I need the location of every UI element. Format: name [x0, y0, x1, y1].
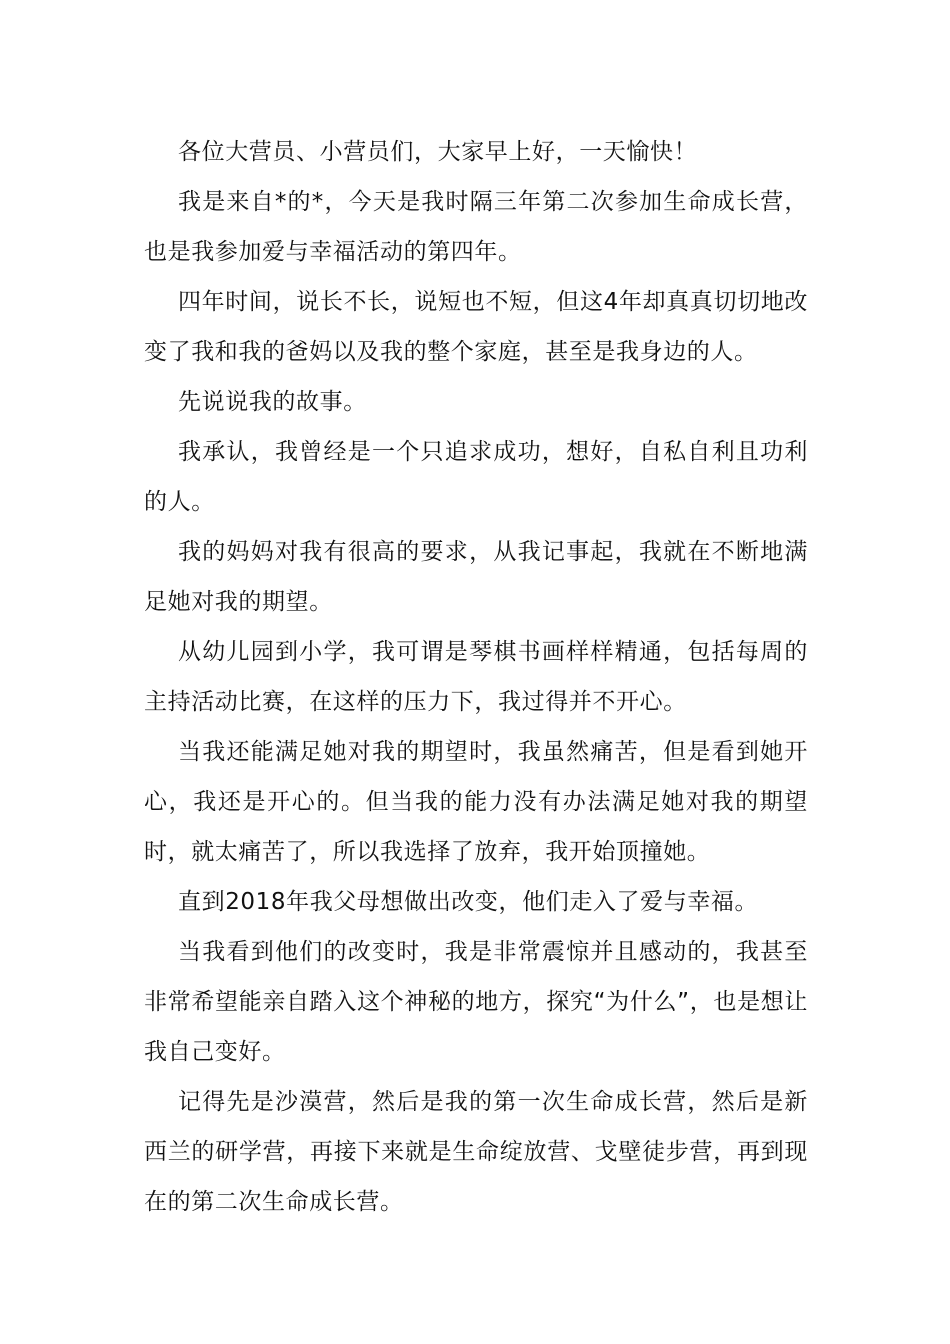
paragraph-greeting: 各位大营员、小营员们，大家早上好，一天愉快！ — [178, 139, 698, 165]
paragraph-four-years: 四年时间，说长不长，说短也不短，但这4年却真真切切地改变了我和我的爸妈以及我的整个家庭，甚至是我身边的人。 — [144, 289, 808, 365]
paragraph-2018: 直到2018年我父母想做出改变，他们走入了爱与幸福。 — [178, 889, 759, 915]
paragraph-camps: 记得先是沙漠营，然后是我的第一次生命成长营，然后是新西兰的研学营，再接下来就是生命绽放营、戈壁徒步营，再到现在的第二次生命成长营。 — [144, 1089, 808, 1215]
paragraph-my-story: 先说说我的故事。 — [178, 389, 367, 415]
paragraph-admission: 我承认，我曾经是一个只追求成功，想好，自私自利且功利的人。 — [144, 439, 808, 515]
document-body — [144, 127, 808, 1227]
paragraph-giving-up: 当我还能满足她对我的期望时，我虽然痛苦，但是看到她开心，我还是开心的。但当我的能力没有办法满足她对我的期望时，就太痛苦了，所以我选择了放弃，我开始顶撞她。 — [144, 739, 808, 865]
paragraph-mother-expectations: 我的妈妈对我有很高的要求，从我记事起，我就在不断地满足她对我的期望。 — [144, 539, 808, 615]
paragraph-childhood: 从幼儿园到小学，我可谓是琴棋书画样样精通，包括每周的主持活动比赛，在这样的压力下，我过得并不开心。 — [144, 639, 808, 715]
paragraph-seeing-change: 当我看到他们的改变时，我是非常震惊并且感动的，我甚至非常希望能亲自踏入这个神秘的地方，探究“为什么”，也是想让我自己变好。 — [144, 939, 808, 1065]
paragraph-introduction: 我是来自*的*，今天是我时隔三年第二次参加生命成长营，也是我参加爱与幸福活动的第四年。 — [144, 189, 808, 265]
